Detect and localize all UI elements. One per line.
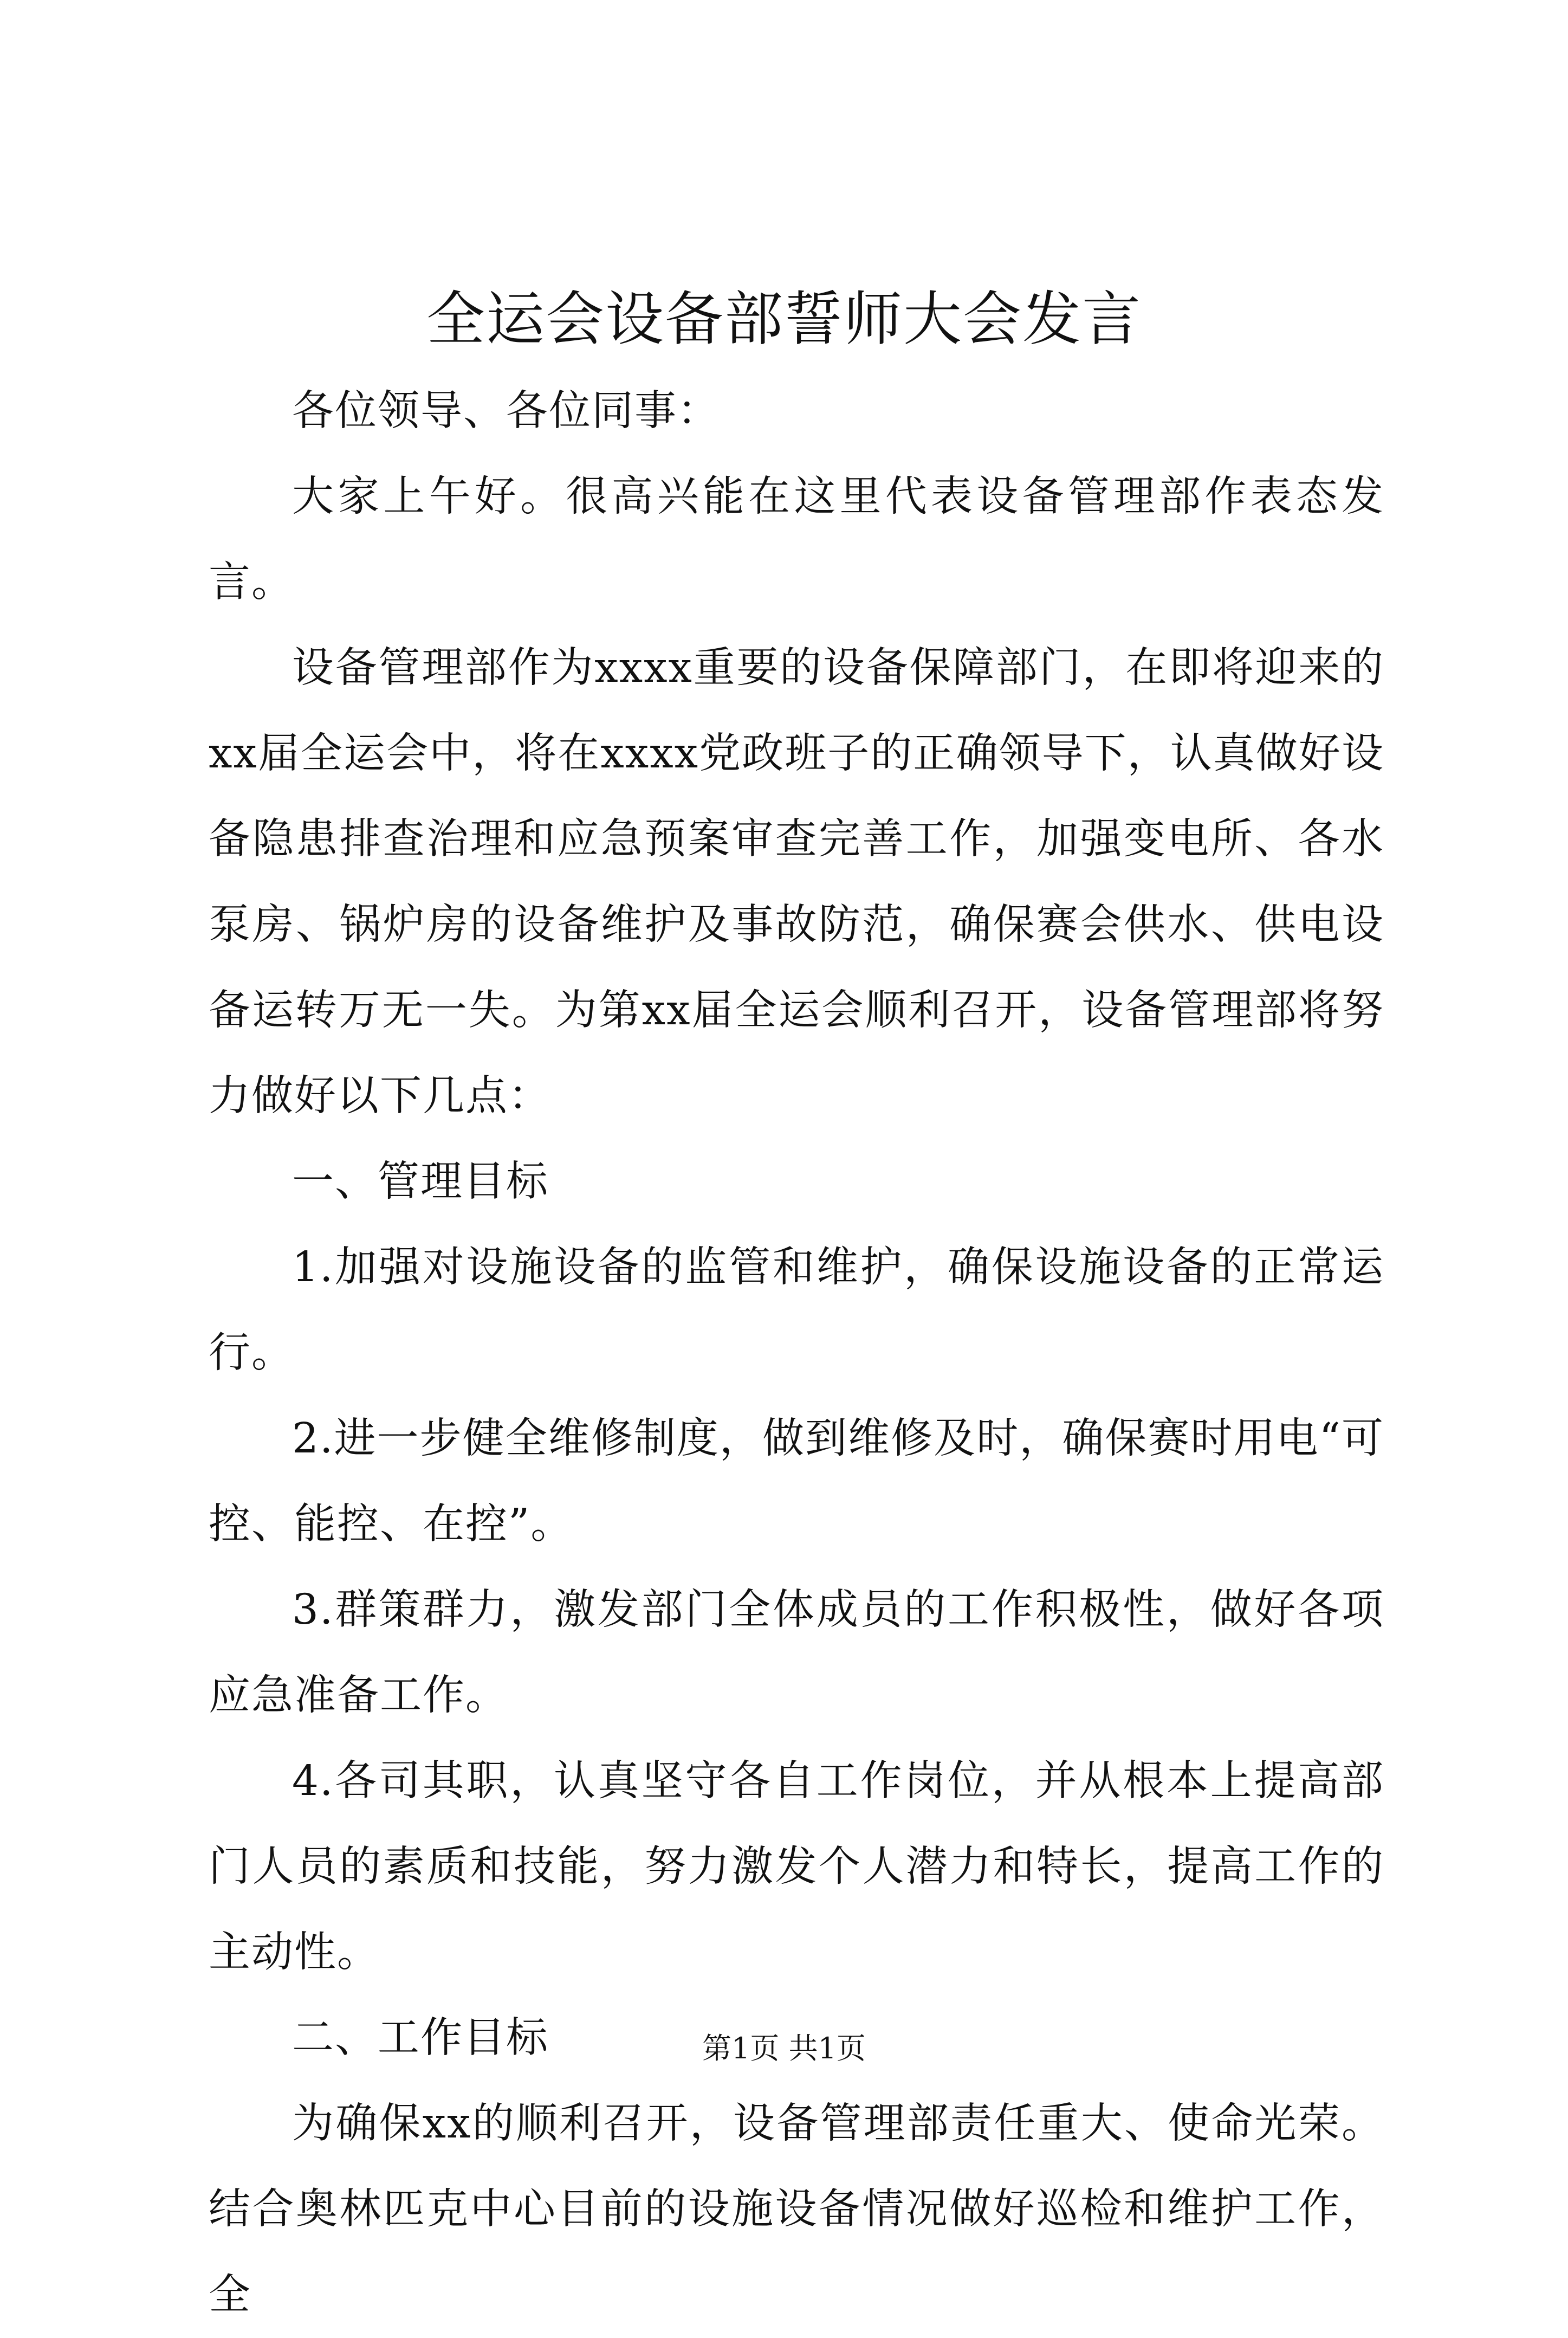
list-item-4: 4.各司其职，认真坚守各自工作岗位，并从根本上提高部门人员的素质和技能，努力激发个人潜力和特长，提高工作的主动性。 xyxy=(209,1757,1384,1977)
page-footer xyxy=(0,2030,1568,2068)
page-number-label: 第1页 共1页 xyxy=(702,2031,866,2065)
section-heading-work: 二、工作目标 xyxy=(292,2014,549,2062)
paragraph-greeting: 大家上午好。很高兴能在这里代表设备管理部作表态发言。 xyxy=(209,473,1384,606)
list-item-1: 1.加强对设施设备的监管和维护，确保设施设备的正常运行。 xyxy=(209,1243,1384,1377)
paragraph-salutation: 各位领导、各位同事： xyxy=(292,387,720,435)
paragraph-intro: 设备管理部作为xxxx重要的设备保障部门，在即将迎来的xx届全运会中，将在xxxx党政班子的正确领导下，认真做好设备隐患排查治理和应急预案审查完善工作，加强变电所、各水泵房、锅炉房的设备维护及事故防范，确保赛会供水、供电设备运转万无一失。为第xx届全运会顺利召开，设备管理部将努力做好以下几点： xyxy=(209,644,1384,1120)
list-item-3: 3.群策群力，激发部门全体成员的工作积极性，做好各项应急准备工作。 xyxy=(209,1586,1384,1720)
list-item-2: 2.进一步健全维修制度，做到维修及时，确保赛时用电“可控、能控、在控”。 xyxy=(209,1415,1384,1548)
paragraph-work-goals: 为确保xx的顺利召开，设备管理部责任重大、使命光荣。结合奥林匹克中心目前的设施设备情况做好巡检和维护工作，全 xyxy=(209,2100,1384,2319)
section-heading-management: 一、管理目标 xyxy=(292,1158,549,1206)
page-title: 全运会设备部誓师大会发言 xyxy=(426,286,1142,353)
